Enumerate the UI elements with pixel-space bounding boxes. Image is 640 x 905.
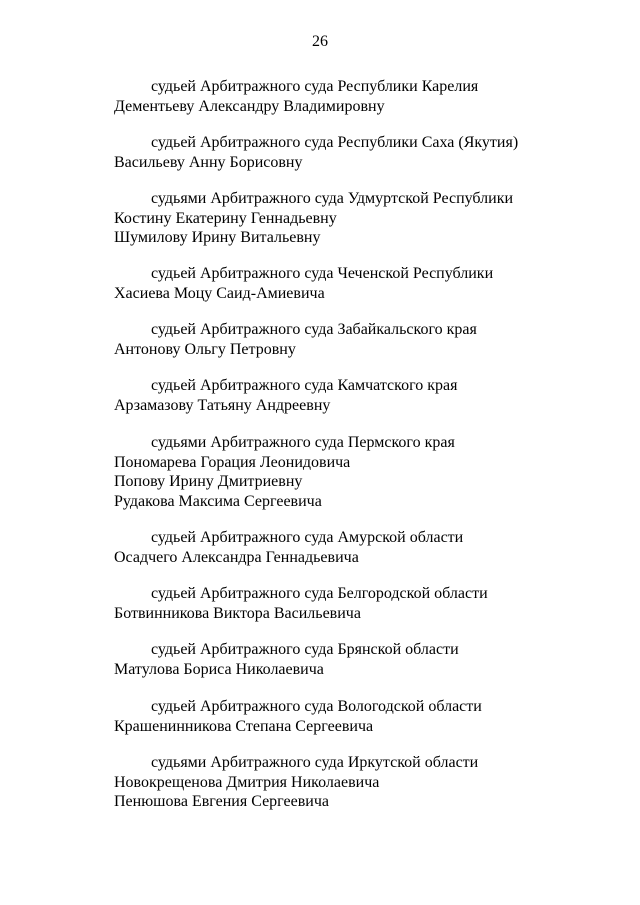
appointment-block	[114, 753, 584, 812]
judge-name: Шумилову Ирину Витальевну	[114, 229, 321, 246]
court-line: судьей Арбитражного суда Белгородской области	[151, 585, 488, 602]
judge-name: Антонову Ольгу Петровну	[114, 340, 296, 358]
appointment-block	[114, 77, 584, 116]
judge-name: Пенюшова Евгения Сергеевича	[114, 793, 329, 810]
judge-name: Новокрещенова Дмитрия Николаевича	[114, 773, 380, 791]
appointment-block	[114, 584, 584, 623]
court-line: судьей Арбитражного суда Брянской области	[151, 641, 459, 658]
appointment-block	[114, 528, 584, 567]
page-number: 26	[312, 33, 328, 50]
court-line: судьями Арбитражного суда Удмуртской Республики	[151, 190, 514, 207]
court-line: судьями Арбитражного суда Пермского края	[151, 434, 455, 451]
court-line: судьей Арбитражного суда Республики Карелия	[151, 78, 479, 95]
court-line: судьей Арбитражного суда Амурской области	[151, 529, 464, 546]
judge-name: Крашенинникова Степана Сергеевича	[114, 717, 374, 735]
judge-name: Попову Ирину Дмитриевну	[114, 473, 303, 490]
appointment-block	[114, 697, 584, 736]
appointment-block	[114, 320, 584, 359]
judge-name: Арзамазову Татьяну Андреевну	[114, 396, 331, 414]
judge-name: Васильеву Анну Борисовну	[114, 153, 303, 171]
court-line: судьей Арбитражного суда Вологодской области	[151, 698, 482, 715]
court-line: судьей Арбитражного суда Забайкальского края	[151, 321, 477, 338]
appointment-block	[114, 264, 584, 303]
appointment-block	[114, 376, 584, 415]
appointment-block	[114, 189, 584, 248]
court-line: судьей Арбитражного суда Республики Саха (Якутия)	[151, 134, 519, 151]
judge-name: Осадчего Александра Геннадьевича	[114, 548, 359, 566]
judge-name: Хасиева Моцу Саид-Амиевича	[114, 284, 325, 302]
judge-name: Матулова Бориса Николаевича	[114, 660, 324, 678]
judge-name: Дементьеву Александру Владимировну	[114, 97, 385, 115]
judge-name: Ботвинникова Виктора Васильевича	[114, 604, 361, 622]
court-line: судьей Арбитражного суда Камчатского края	[151, 377, 458, 394]
judge-name: Костину Екатерину Геннадьевну	[114, 209, 337, 227]
appointment-block	[114, 133, 584, 172]
judge-name: Пономарева Горация Леонидовича	[114, 453, 351, 471]
court-line: судьей Арбитражного суда Чеченской Республики	[151, 265, 494, 282]
judge-name: Рудакова Максима Сергеевича	[114, 492, 322, 510]
appointment-block	[114, 640, 584, 679]
court-line: судьями Арбитражного суда Иркутской области	[151, 754, 479, 771]
appointment-block	[114, 433, 584, 511]
